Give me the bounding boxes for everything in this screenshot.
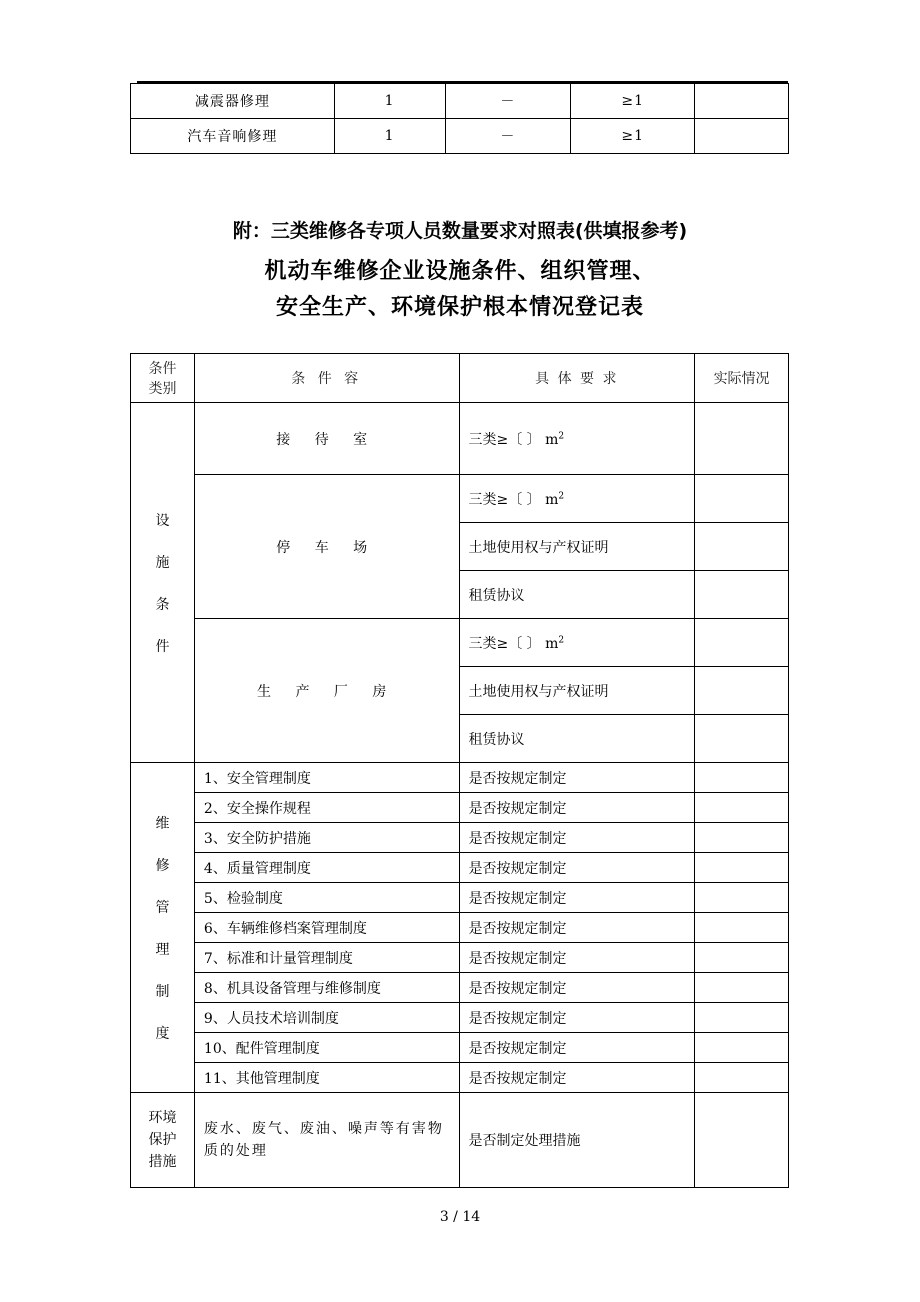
table-row — [131, 119, 789, 154]
reception-room: 接 待 室 — [194, 403, 459, 475]
actual-cell[interactable] — [695, 715, 789, 763]
requirement-cell: 是否按规定制定 — [459, 793, 695, 823]
requirement-cell — [459, 619, 695, 667]
registration-table — [130, 353, 789, 1188]
table-row — [131, 475, 789, 523]
category-char: 施 — [155, 554, 170, 571]
header-row — [131, 354, 789, 403]
table-row — [131, 1063, 789, 1093]
category-line: 措施 — [148, 1154, 177, 1170]
requirement-cell: 是否按规定制定 — [459, 823, 695, 853]
header-category-line: 条件 — [148, 361, 177, 377]
value-cell — [695, 119, 789, 154]
requirement-cell: 租赁协议 — [459, 571, 695, 619]
requirement-cell: 是否按规定制定 — [459, 943, 695, 973]
actual-cell[interactable] — [695, 793, 789, 823]
area-unit-superscript: 2 — [558, 490, 565, 501]
area-unit-superscript: 2 — [558, 430, 565, 441]
management-item: 10、配件管理制度 — [194, 1033, 459, 1063]
actual-cell[interactable] — [695, 883, 789, 913]
management-item: 2、安全操作规程 — [194, 793, 459, 823]
value-cell: 1 — [334, 84, 445, 119]
header-requirement: 具 体 要 求 — [459, 354, 695, 403]
production-workshop: 生 产 厂 房 — [194, 619, 459, 763]
area-requirement: 三类≥〔 〕 m — [468, 491, 559, 508]
item-name: 减震器修理 — [131, 84, 335, 119]
value-cell: ≥1 — [571, 119, 695, 154]
category-char: 制 — [155, 983, 170, 1000]
table-row — [131, 943, 789, 973]
table-row — [131, 913, 789, 943]
requirement-cell: 是否制定处理措施 — [459, 1093, 695, 1188]
actual-cell[interactable] — [695, 973, 789, 1003]
table-row — [131, 84, 789, 119]
value-cell: － — [445, 84, 571, 119]
requirement-cell: 是否按规定制定 — [459, 1063, 695, 1093]
category-char: 管 — [155, 899, 170, 916]
value-cell: ≥1 — [571, 84, 695, 119]
category-environment — [131, 1093, 195, 1188]
actual-cell[interactable] — [695, 667, 789, 715]
category-char: 维 — [155, 815, 170, 832]
category-management — [131, 763, 195, 1093]
value-cell: － — [445, 119, 571, 154]
header-category-line: 类别 — [148, 381, 177, 397]
table-row — [131, 763, 789, 793]
actual-cell[interactable] — [695, 913, 789, 943]
actual-cell[interactable] — [695, 763, 789, 793]
management-item: 11、其他管理制度 — [194, 1063, 459, 1093]
requirement-cell: 是否按规定制定 — [459, 763, 695, 793]
management-item: 3、安全防护措施 — [194, 823, 459, 853]
actual-cell[interactable] — [695, 403, 789, 475]
table-row — [131, 1093, 789, 1188]
actual-cell[interactable] — [695, 571, 789, 619]
requirement-cell: 是否按规定制定 — [459, 853, 695, 883]
management-item: 9、人员技术培训制度 — [194, 1003, 459, 1033]
staff-requirement-table — [130, 83, 789, 154]
actual-cell[interactable] — [695, 619, 789, 667]
table-row — [131, 973, 789, 1003]
value-cell: 1 — [334, 119, 445, 154]
actual-cell[interactable] — [695, 1063, 789, 1093]
requirement-cell: 土地使用权与产权证明 — [459, 667, 695, 715]
management-item: 5、检验制度 — [194, 883, 459, 913]
actual-cell[interactable] — [695, 475, 789, 523]
requirement-cell: 是否按规定制定 — [459, 973, 695, 1003]
header-content: 条 件 容 — [194, 354, 459, 403]
management-item: 7、标准和计量管理制度 — [194, 943, 459, 973]
table-row — [131, 403, 789, 475]
category-char: 件 — [155, 638, 170, 655]
category-facilities — [131, 403, 195, 763]
table-row — [131, 883, 789, 913]
actual-cell[interactable] — [695, 1093, 789, 1188]
requirement-cell: 是否按规定制定 — [459, 1033, 695, 1063]
requirement-cell: 是否按规定制定 — [459, 1003, 695, 1033]
management-item: 6、车辆维修档案管理制度 — [194, 913, 459, 943]
environment-item: 废水、废气、废油、噪声等有害物质的处理 — [194, 1093, 459, 1188]
management-item: 4、质量管理制度 — [194, 853, 459, 883]
requirement-cell: 租赁协议 — [459, 715, 695, 763]
appendix-title: 附：三类维修各专项人员数量要求对照表(供填报参考) — [232, 220, 688, 242]
management-item: 8、机具设备管理与维修制度 — [194, 973, 459, 1003]
table-row — [131, 793, 789, 823]
actual-cell[interactable] — [695, 943, 789, 973]
requirement-cell — [459, 475, 695, 523]
category-char: 度 — [155, 1025, 170, 1042]
form-title-line2: 安全生产、环境保护根本情况登记表 — [275, 295, 644, 320]
category-char: 修 — [155, 857, 170, 874]
category-char: 设 — [155, 512, 170, 529]
management-item: 1、安全管理制度 — [194, 763, 459, 793]
actual-cell[interactable] — [695, 823, 789, 853]
category-char: 理 — [155, 941, 170, 958]
actual-cell[interactable] — [695, 1033, 789, 1063]
category-char: 条 — [155, 596, 170, 613]
parking-lot: 停 车 场 — [194, 475, 459, 619]
category-line: 环境 — [148, 1110, 177, 1126]
header-category — [131, 354, 195, 403]
category-line: 保护 — [148, 1132, 177, 1148]
table-row — [131, 619, 789, 667]
requirement-cell: 是否按规定制定 — [459, 883, 695, 913]
table-row — [131, 1033, 789, 1063]
area-requirement: 三类≥〔 〕 m — [468, 635, 559, 652]
requirement-cell: 是否按规定制定 — [459, 913, 695, 943]
area-unit-superscript: 2 — [558, 634, 565, 645]
requirement-cell — [459, 403, 695, 475]
header-actual: 实际情况 — [695, 354, 789, 403]
table-row — [131, 1003, 789, 1033]
actual-cell[interactable] — [695, 523, 789, 571]
page-number: 3 / 14 — [439, 1209, 481, 1225]
form-title-line1: 机动车维修企业设施条件、组织管理、 — [264, 259, 656, 284]
actual-cell[interactable] — [695, 853, 789, 883]
table-row — [131, 823, 789, 853]
item-name: 汽车音响修理 — [131, 119, 335, 154]
area-requirement: 三类≥〔 〕 m — [468, 431, 559, 448]
actual-cell[interactable] — [695, 1003, 789, 1033]
value-cell — [695, 84, 789, 119]
requirement-cell: 土地使用权与产权证明 — [459, 523, 695, 571]
table-row — [131, 853, 789, 883]
